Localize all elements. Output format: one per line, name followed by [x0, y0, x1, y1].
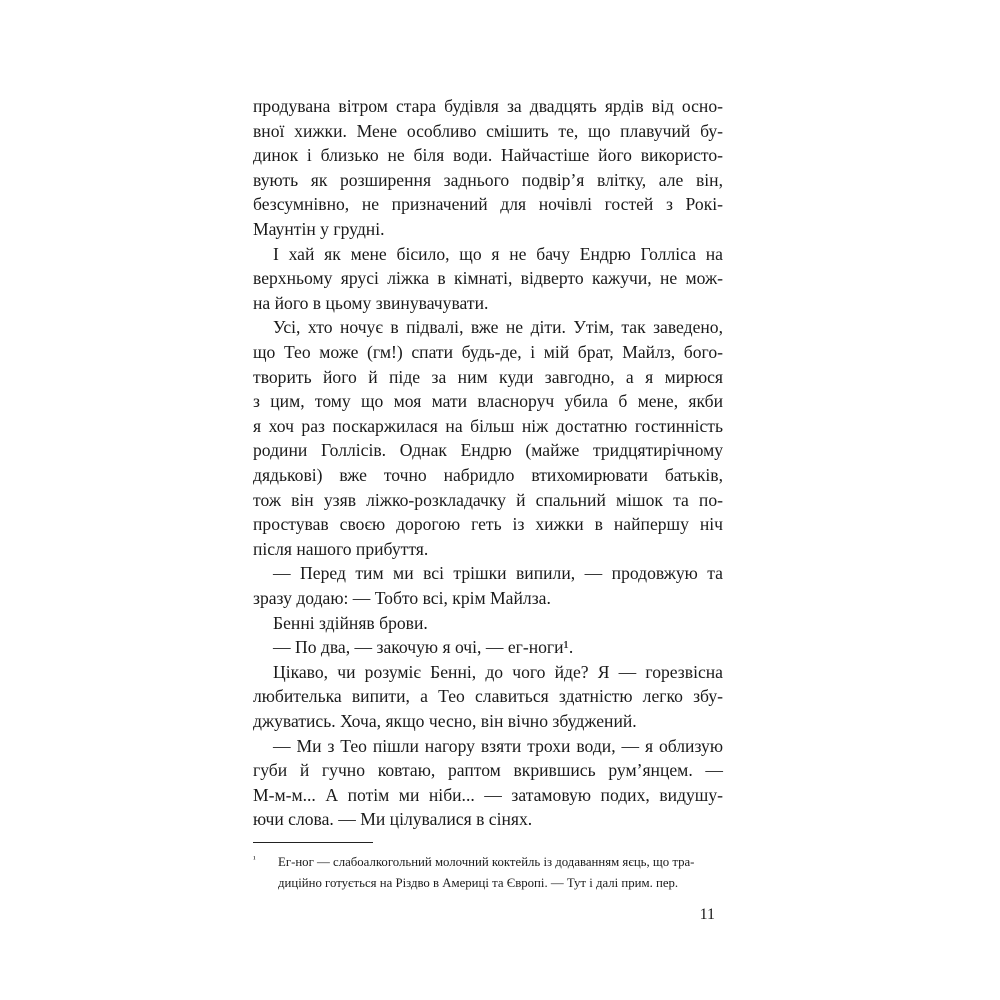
text-line: я хоч раз поскаржилася на більш ніж достатню гостинність — [253, 415, 723, 436]
text-line: вної хижки. Мене особливо смішить те, що плавучий бу- — [253, 120, 723, 141]
text-line: Цікаво, чи розуміє Бенні, до чого йде? Я — горезвісна — [273, 661, 723, 682]
text-line: динок і близько не біля води. Найчастіше його використо- — [253, 145, 723, 166]
text-line: з цим, тому що моя мати власноруч убила б мене, якби — [253, 391, 723, 412]
text-line: — Ми з Тео пішли нагору взяти трохи води, — я облизую — [273, 735, 723, 756]
text-line: ючи слова. — Ми цілувалися в сінях. — [253, 809, 533, 830]
text-line: після нашого прибуття. — [253, 538, 429, 559]
text-line: верхньому ярусі ліжка в кімнаті, відверто кажучи, не мож- — [253, 268, 723, 289]
text-line: Усі, хто ночує в підвалі, вже не діти. Утім, так заведено, — [273, 317, 723, 338]
text-line: любителька випити, а Тео славиться здатністю легко збу- — [253, 686, 723, 707]
text-line: зразу додаю: — Тобто всі, крім Майлза. — [253, 588, 551, 608]
text-line: що Тео може (гм!) спати будь-де, і мій брат, Майлз, бого- — [253, 342, 723, 362]
text-line: тож він узяв ліжко-розкладачку й спальний мішок та по- — [253, 489, 723, 510]
text-line: Маунтін у грудні. — [253, 219, 385, 239]
text-line: І хай як мене бісило, що я не бачу Ендрю Голліса на — [273, 243, 723, 264]
text-line: — Перед тим ми всі трішки випили, — продовжую та — [273, 563, 723, 584]
footnote-text: Ег-ног — слабоалкогольний молочний коктейль із додаванням яєць, що тра- — [278, 855, 695, 869]
footnote-rule — [253, 842, 373, 843]
page-number: 11 — [699, 906, 715, 923]
footnote-text: диційно готується на Різдво в Америці та Європі. — Тут і далі прим. пер. — [278, 876, 679, 890]
text-line: дядькові) вже точно набридло втихомирювати батьків, — [253, 465, 723, 485]
text-line: на його в цьому звинувачувати. — [253, 292, 489, 313]
footnote-mark: ¹ — [253, 854, 256, 864]
text-line: вують як розширення заднього подвір’я влітку, але він, — [253, 169, 723, 190]
text-line: губи й гучно ковтаю, раптом вкрившись рум’янцем. — — [253, 760, 723, 781]
text-line: джуватись. Хоча, якщо чесно, він вічно збуджений. — [253, 711, 637, 731]
text-line: Бенні здійняв брови. — [273, 612, 428, 633]
text-line: простував своєю дорогою геть із хижки в найпершу ніч — [253, 514, 723, 535]
text-line: М-м-м... А потім ми ніби... — затамовую подих, видушу- — [253, 784, 723, 805]
text-line: — По два, — закочую я очі, — ег-ноги¹. — [273, 637, 574, 658]
text-line: безсумнівно, не призначений для ночівлі гостей з Рокі- — [253, 194, 723, 215]
footnote-line — [253, 873, 723, 894]
footnote-line — [253, 852, 723, 873]
text-line: творить його й піде за ним куди завгодно, а я мирюся — [253, 366, 723, 387]
text-line: родини Голлісів. Однак Ендрю (майже тридцятирічному — [253, 440, 723, 461]
text-line: продувана вітром стара будівля за двадцять ярдів від осно- — [253, 96, 723, 116]
